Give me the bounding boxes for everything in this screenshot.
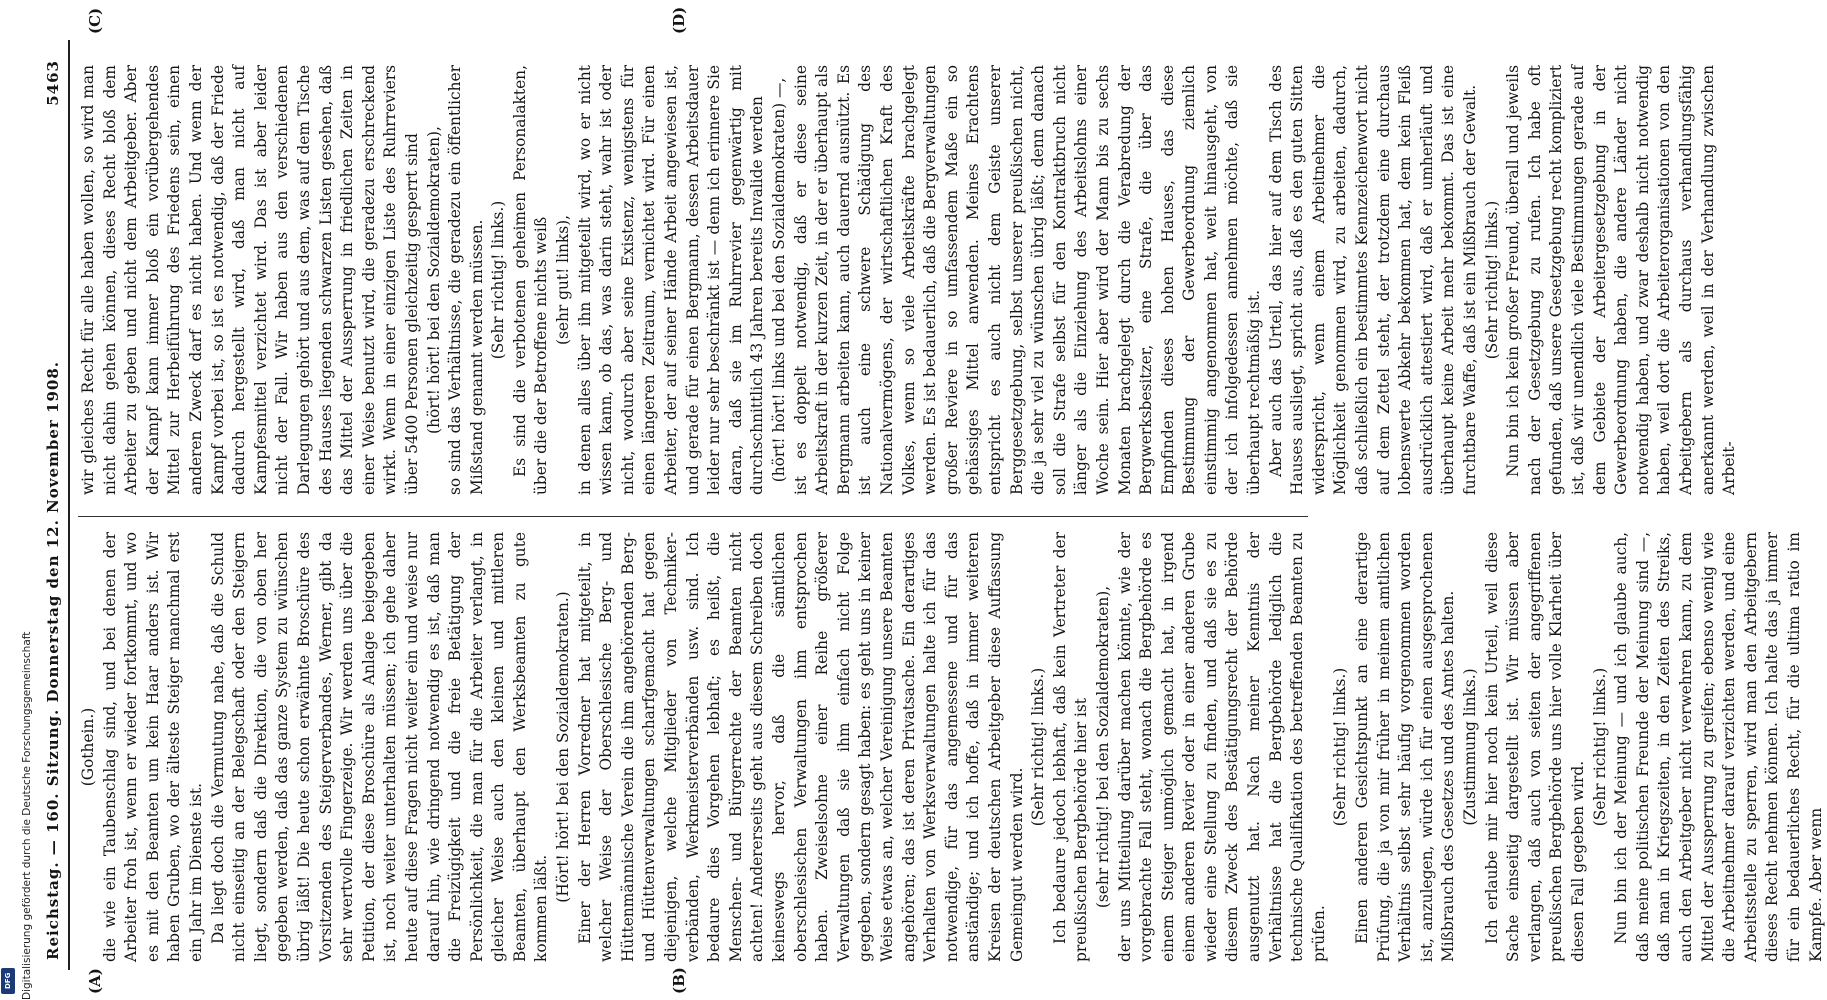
- interjection: (Sehr richtig! links.): [489, 200, 508, 360]
- page-number: 5463: [44, 60, 62, 106]
- digitization-credit: Digitalisierung gefördert durch die Deutsche Forschungsgemeinschaft: [21, 631, 33, 1000]
- interjection: (Gothein.): [79, 707, 97, 787]
- dfg-logo: DFG: [1, 968, 15, 994]
- rotated-page-content: [30, 0, 1825, 1000]
- paragraph: Einer der Herren Vorredner hat mitgeteilt, in welcher Weise der Oberschlesische Berg- und Hüttenmännische Verein die ihm angehörenden Berg- und Hüttenverwaltungen scharfgemacht hat gegen diejenigen, welche Mitglieder von Techniker-verbänden, Werkmeisterverbänden usw. sind. Ich bedaure dies Vorgehen lebhaft; es heißt, die Menschen- und Bürgerrechte der Beamten nicht achten! Andererseits geht aus diesem Schreiben doch keineswegs hervor, daß die sämtlichen oberschlesischen Verwaltungen ihm entsprochen haben. Zweiselsohne einer Reihe größerer Verwaltungen daß sie ihm einfach nicht Folge gegeben, sondern gesagt haben: es geht uns in keiner Weise etwas an, welcher Vereinigung unsere Beamten angehören; das ist deren Privatsache. Ein derartiges Verhalten von Werksverwaltungen halte ich für das notwendige, für das angemessene und für das anständige; und ich hoffe, daß in immer weiteren Kreisen der deutschen Arbeitgeber diese Auffassung Gemeingut werden wird.: [575, 532, 1026, 962]
- paragraph: der uns Mitteilung darüber machen könnte, wie der vorgebrachte Fall steht, wonach die Bergbehörde es einem Steiger unmöglich gemacht hat, in irgend einem anderen Revier oder in einer anderen Grube wieder eine Stellung zu finden, und daß sie es zu diesem Zweck des Bestätigungsrecht der Behörde ausgenutzt hat. Nach meiner Kenntnis der Verhältnisse hat die Bergbehörde lediglich die technische Qualifikation des betreffenden Beamten zu prüfen.: [1115, 532, 1328, 962]
- paragraph: Ich bedaure jedoch lebhaft, daß kein Vertreter der preußischen Bergbehörde hier ist: [1050, 532, 1091, 962]
- text-column-left: [78, 532, 1825, 962]
- margin-letter-c: (C): [86, 7, 104, 34]
- interjection: (Sehr richtig! links.): [1482, 200, 1501, 360]
- paragraph: so sind das Verhältnisse, die geradezu ein öffentlicher Mißstand genannt werden müssen.: [446, 65, 486, 495]
- paragraph: wir gleiches Recht für alle haben wollen, so wird man nicht dahin gehen können, dieses Recht bloß dem Arbeiter zu geben und nicht dem Arbeitgeber. Aber der Kampf kann immer bloß ein vorübergehendes Mittel zur Herbeiführung des Friedens sein, einen anderen Zweck darf es nicht haben. Und wenn der Kampf vorbei ist, so ist es notwendig, daß der Friede dadurch hergestellt wird, daß man nicht auf Kampfesmittel verzichtet wird. Das ist aber leider nicht der Fall. Wir haben aus den verschiedenen Darlegungen gehört und aus dem, was auf dem Tische des Hauses liegenden schwarzen Listen gesehen, daß das Mittel der Aussperrung in friedlichen Zeiten in einer Weise benutzt wird, die geradezu erschreckend wirkt. Wenn in einer einzigen Liste des Ruhrreviers über 5400 Personen gleichzeitig gesperrt sind: [79, 65, 421, 495]
- interjection: (Zustimmung links.): [1461, 668, 1479, 826]
- margin-letter-d: (D): [670, 6, 688, 34]
- interjection: (hört! hört! links und bei den Sozialdemokraten) —,: [770, 77, 788, 483]
- text-column-right: [78, 65, 1739, 495]
- paragraph: in denen alles über ihn mitgeteilt wird, wo er nicht wissen kann, ob das, was darin steht, wahr ist oder nicht, wodurch aber seine Existenz, wenigstens für einen längeren Zeitraum, vernichtet wird. Für einen Arbeiter, der auf seiner Hände Arbeit angewiesen ist, und gerade für einen Bergmann, dessen Arbeitsdauer leider nur sehr beschränkt ist — denn ich erinnere Sie daran, daß sie im Ruhrrevier gegenwärtig mit durchschnittlich 43 Jahren bereits Invalide werden: [575, 65, 767, 495]
- interjection: (Hört! hört! bei den Sozialdemokraten.): [554, 591, 573, 903]
- margin-letter-b: (B): [670, 967, 688, 994]
- margin-letter-a: (A): [86, 968, 104, 994]
- paragraph: Einen anderen Gesichtspunkt an eine derartige Prüfung, die ja von mir früher in meinem amtlichen Verhältnis selbst sehr häufig vorgenommen worden ist, anzulegen, würde ich für einen ausgesprochenen Mißbrauch des Gesetzes und des Amtes halten.: [1353, 532, 1458, 962]
- interjection: (hört! hört! bei den Sozialdemokraten),: [424, 126, 443, 434]
- interjection: (sehr richtig! bei den Sozialdemokraten),: [1093, 585, 1112, 909]
- paragraph: Nun bin ich kein großer Freund, überall und jeweils nach der Gesetzgebung zu rufen. Ich habe oft gefunden, daß unsere Gesetzgebung recht kompliziert ist, daß wir unendlich viele Bestimmungen gerade auf dem Gebiete der Arbeitergesetzgebung in der Gewerbeordnung haben, die andere Länder nicht notwendig haben, und zwar deshalb nicht notwendig haben, weil dort die Arbeiterorganisationen von den Arbeitgebern als durchaus verhandlungsfähig anerkannt werden, weil in der Verhandlung zwischen Arbeit-: [1504, 65, 1739, 495]
- header-rule: [68, 40, 70, 970]
- running-head: Reichstag. — 160. Sitzung. Donnerstag den 12. November 1908.: [44, 361, 62, 960]
- paragraph: Nun bin ich der Meinung — und ich glaube auch, daß meine politischen Freunde der Meinung sind —, daß man in Kriegszeiten, in den Zeiten des Streiks, auch den Arbeitgeber nicht verwehren kann, zu dem Mittel der Aussperrung zu greifen; ebenso wenig wie die Arbeitnehmer darauf verzichten werden, und eine Arbeitsstelle zu sperren, wird man den Arbeitgebern dieses Recht nehmen können. Ich halte das ja immer für ein bedauerliches Recht, für die ultima ratio im Kampfe. Aber wenn: [1612, 532, 1825, 962]
- paragraph: ist es doppelt notwendig, daß er diese seine Arbeitskraft in der kurzen Zeit, in der er überhaupt als Bergmann arbeiten kann, auch dauernd ausnützt. Es ist auch eine schwere Schädigung des Nationalvermögens, der wirtschaftlichen Kraft des Volkes, wenn so viele Arbeitskräfte brachgelegt werden. Es ist bedauerlich, daß die Bergverwaltungen großer Reviere in so umfassendem Maße ein so gehässiges Mittel anwenden. Meines Erachtens entspricht es auch nicht dem Geiste unserer Berggesetzgebung, selbst unserer preußischen nicht, die ja sehr viel zu wünschen übrig läßt; denn danach soll die Strafe selbst für den Kontraktbruch nicht länger als die Einziehung des Arbeitslohns einer Woche sein. Hier aber wird der Mann bis zu sechs Monaten brachgelegt durch die Verabredung der Bergwerksbesitzer, eine Strafe, die über das Empfinden dieses hohen Hauses, das diese Bestimmung der Gewerbeordnung ziemlich einstimmig angenommen hat, weit hinausgeht, von der ich infolgedessen annehmen möchte, daß sie überhaupt rechtmäßig ist.: [791, 65, 1264, 495]
- interjection: (sehr gut! links),: [554, 214, 573, 346]
- column-divider: [78, 516, 1308, 517]
- paragraph: Ich erlaube mir hier noch kein Urteil, weil diese Sache einseitig dargestellt ist. Wir müssen aber verlangen, daß auch von seiten der angegriffenen preußischen Bergbehörde uns hier volle Klarheit über diesen Fall gegeben wird.: [1482, 532, 1587, 962]
- paragraph: Es sind die verbotenen geheimen Personalakten, über die der Betroffene nichts weiß: [510, 65, 551, 495]
- paragraph: die wie ein Taubenschlag sind, und bei denen der Arbeiter froh ist, wenn er wieder fortkommt, und wo es mit den Beamten um kein Haar anders ist. Wir haben Gruben, wo der älteste Steiger manchmal erst ein Jahr im Dienste ist.: [100, 532, 205, 962]
- paragraph: Da liegt doch die Vermutung nahe, daß die Schuld nicht einseitig an der Belegschaft oder den Steigern liegt, sondern daß die Direktion, die von oben her gegeben werden, daß das ganze System zu wünschen übrig läßt! Die heute schon erwähnte Broschüre des Vorsitzenden des Steigerverbandes, Werner, gibt da sehr wertvolle Fingerzeige. Wir werden uns über die Petition, der diese Broschüre als Anlage beigegeben ist, noch weiter unterhalten müssen; ich gehe daher heute auf diese Fragen nicht weiter ein und weise nur darauf hin, wie dringend notwendig es ist, daß man die Freizügigkeit und die freie Betätigung der Persönlichkeit, die man für die Arbeiter verlangt, in gleicher Weise auch den kleinen und mittleren Beamten, überhaupt den Werksbeamten zu gute kommen läßt.: [208, 532, 551, 962]
- interjection: (Sehr richtig! links.): [1331, 667, 1350, 827]
- paragraph: Aber auch das Urteil, das hier auf dem Tisch des Hauses ausliegt, spricht aus, daß es den guten Sitten widerspricht, wenn einem Arbeitnehmer die Möglichkeit genommen wird, zu arbeiten, dadurch, daß schließlich ein bestimmtes Kennzeichenwort nicht auf dem Zettel steht, der trotzdem eine durchaus lobenswerte Abkehr bekommen hat, dem kein Fleiß ausdrücklich attestiert wird, daß er umherläuft und überhaupt keine Arbeit mehr bekommt. Das ist eine furchtbare Waffe, daß ist ein Mißbrauch der Gewalt.: [1266, 65, 1479, 495]
- interjection: (Sehr richtig! links.): [1590, 667, 1609, 827]
- interjection: (Sehr richtig! links.): [1029, 667, 1048, 827]
